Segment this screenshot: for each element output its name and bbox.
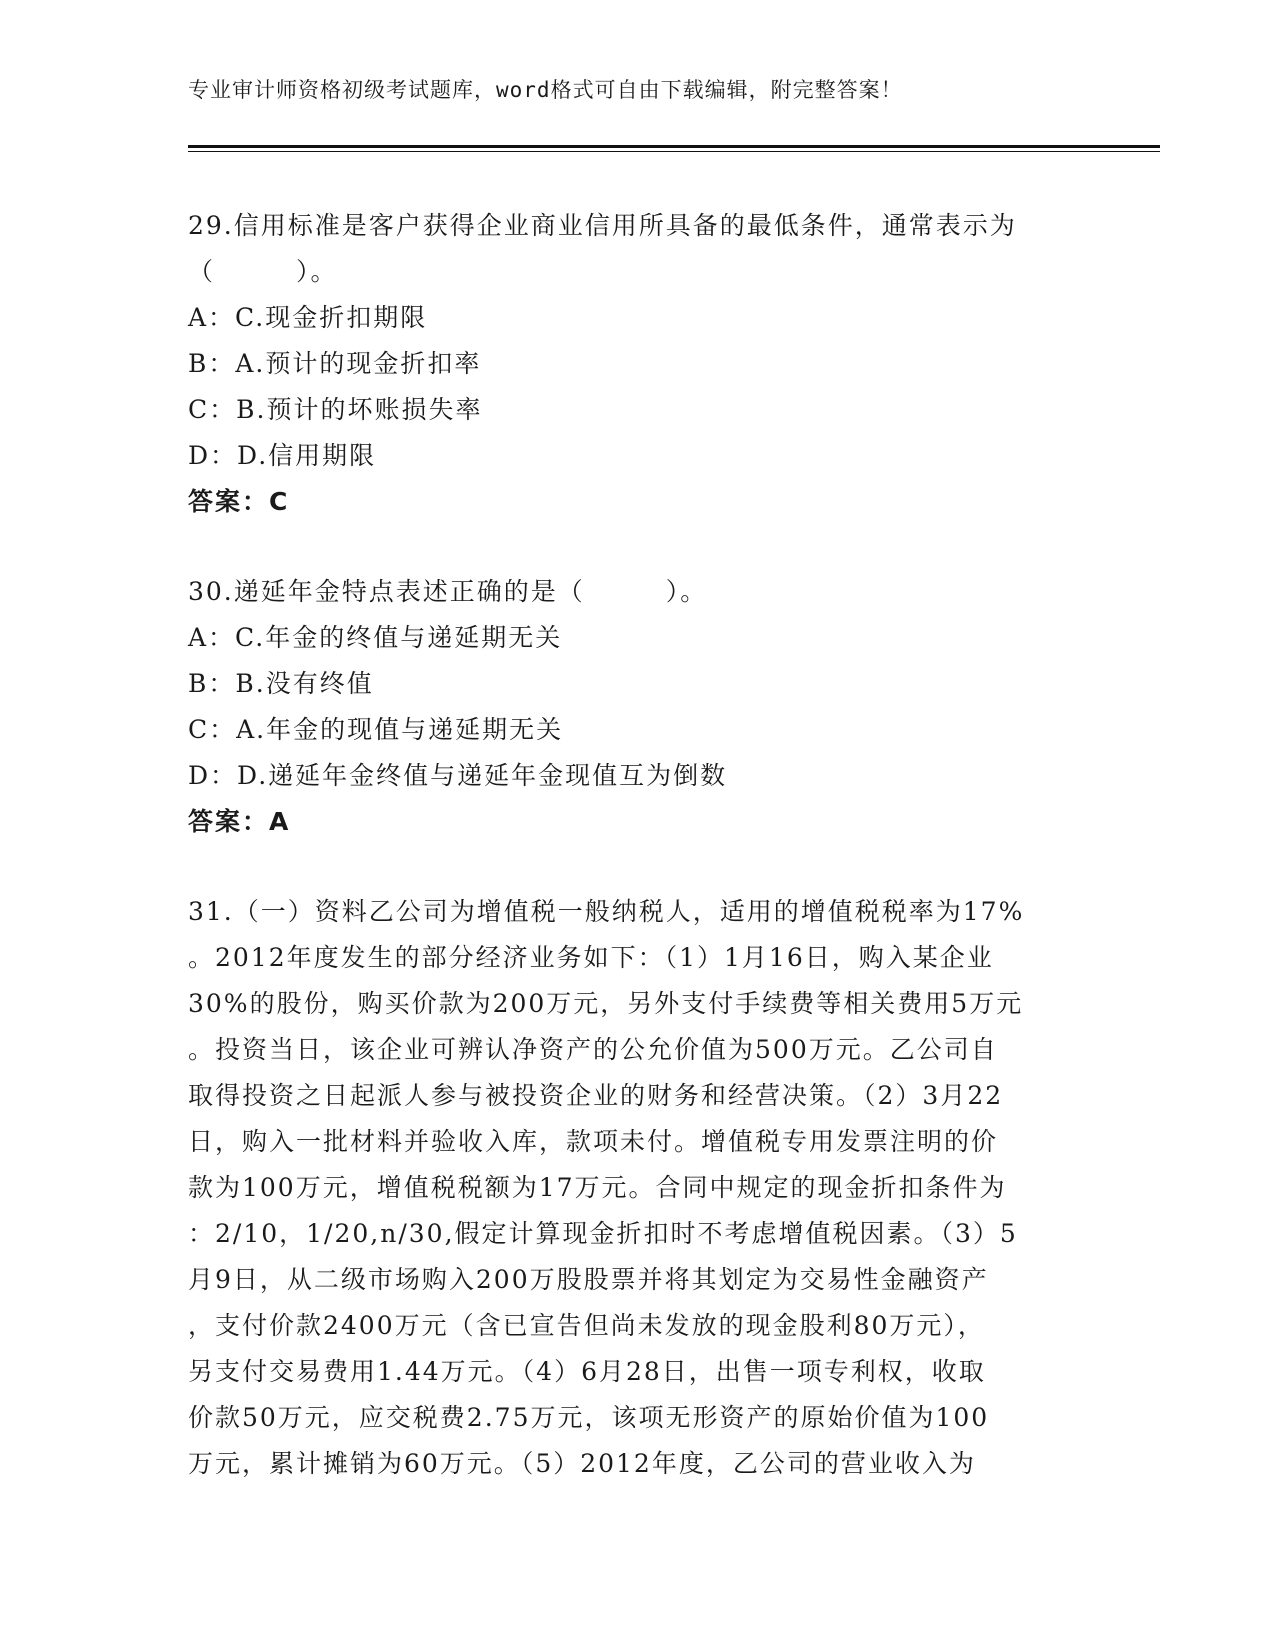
question-stem-line: ：2/10，1/20,n/30,假定计算现金折扣时不考虑增值税因素。（3）5 [188,1219,1018,1248]
question-stem-line: 另支付交易费用1.44万元。（4）6月28日，出售一项专利权，收取 [188,1357,986,1386]
option-c: C：B.预计的坏账损失率 [188,395,483,424]
option-b: B：B.没有终值 [188,669,374,698]
option-a: A：C.现金折扣期限 [188,303,428,332]
question-stem-line: 款为100万元，增值税税额为17万元。合同中规定的现金折扣条件为 [188,1173,1007,1202]
question-stem-line: 万元，累计摊销为60万元。（5）2012年度，乙公司的营业收入为 [188,1449,976,1478]
question-stem-line: 。2012年度发生的部分经济业务如下：（1）1月16日，购入某企业 [188,943,994,972]
option-d: D：D.递延年金终值与递延年金现值互为倒数 [188,761,728,790]
option-d: D：D.信用期限 [188,441,377,470]
question-stem-line: 取得投资之日起派人参与被投资企业的财务和经营决策。（2）3月22 [188,1081,1004,1110]
page-header: 专业审计师资格初级考试题库，word格式可自由下载编辑，附完整答案！ [188,78,903,102]
question-stem-line: 月9日，从二级市场购入200万股股票并将其划定为交易性金融资产 [188,1265,989,1294]
header-divider-thin [188,151,1160,152]
option-b: B：A.预计的现金折扣率 [188,349,482,378]
answer-label: 答案：C [188,487,290,516]
question-stem-line: 29.信用标准是客户获得企业商业信用所具备的最低条件，通常表示为 [188,211,1017,240]
header-divider-thick [188,145,1160,148]
option-c: C：A.年金的现值与递延期无关 [188,715,564,744]
question-list [188,203,1088,1487]
question-stem-line: 30%的股份，购买价款为200万元，另外支付手续费等相关费用5万元 [188,989,1024,1018]
question-stem-line: 价款50万元，应交税费2.75万元，该项无形资产的原始价值为100 [188,1403,990,1432]
option-a: A：C.年金的终值与递延期无关 [188,623,563,652]
question-stem-line: （ ）。 [188,257,338,286]
question-31 [188,889,1088,1487]
question-stem-line: 。投资当日，该企业可辨认净资产的公允价值为500万元。乙公司自 [188,1035,998,1064]
question-stem-line: 31.（一）资料乙公司为增值税一般纳税人，适用的增值税税率为17% [188,897,1025,926]
question-30 [188,569,1088,845]
question-29 [188,203,1088,525]
question-stem-line: ，支付价款2400万元（含已宣告但尚未发放的现金股利80万元）， [188,1311,985,1340]
answer-label: 答案：A [188,807,291,836]
question-stem-line: 日，购入一批材料并验收入库，款项未付。增值税专用发票注明的价 [188,1127,999,1156]
question-stem-line: 30.递延年金特点表述正确的是（ ）。 [188,577,708,606]
